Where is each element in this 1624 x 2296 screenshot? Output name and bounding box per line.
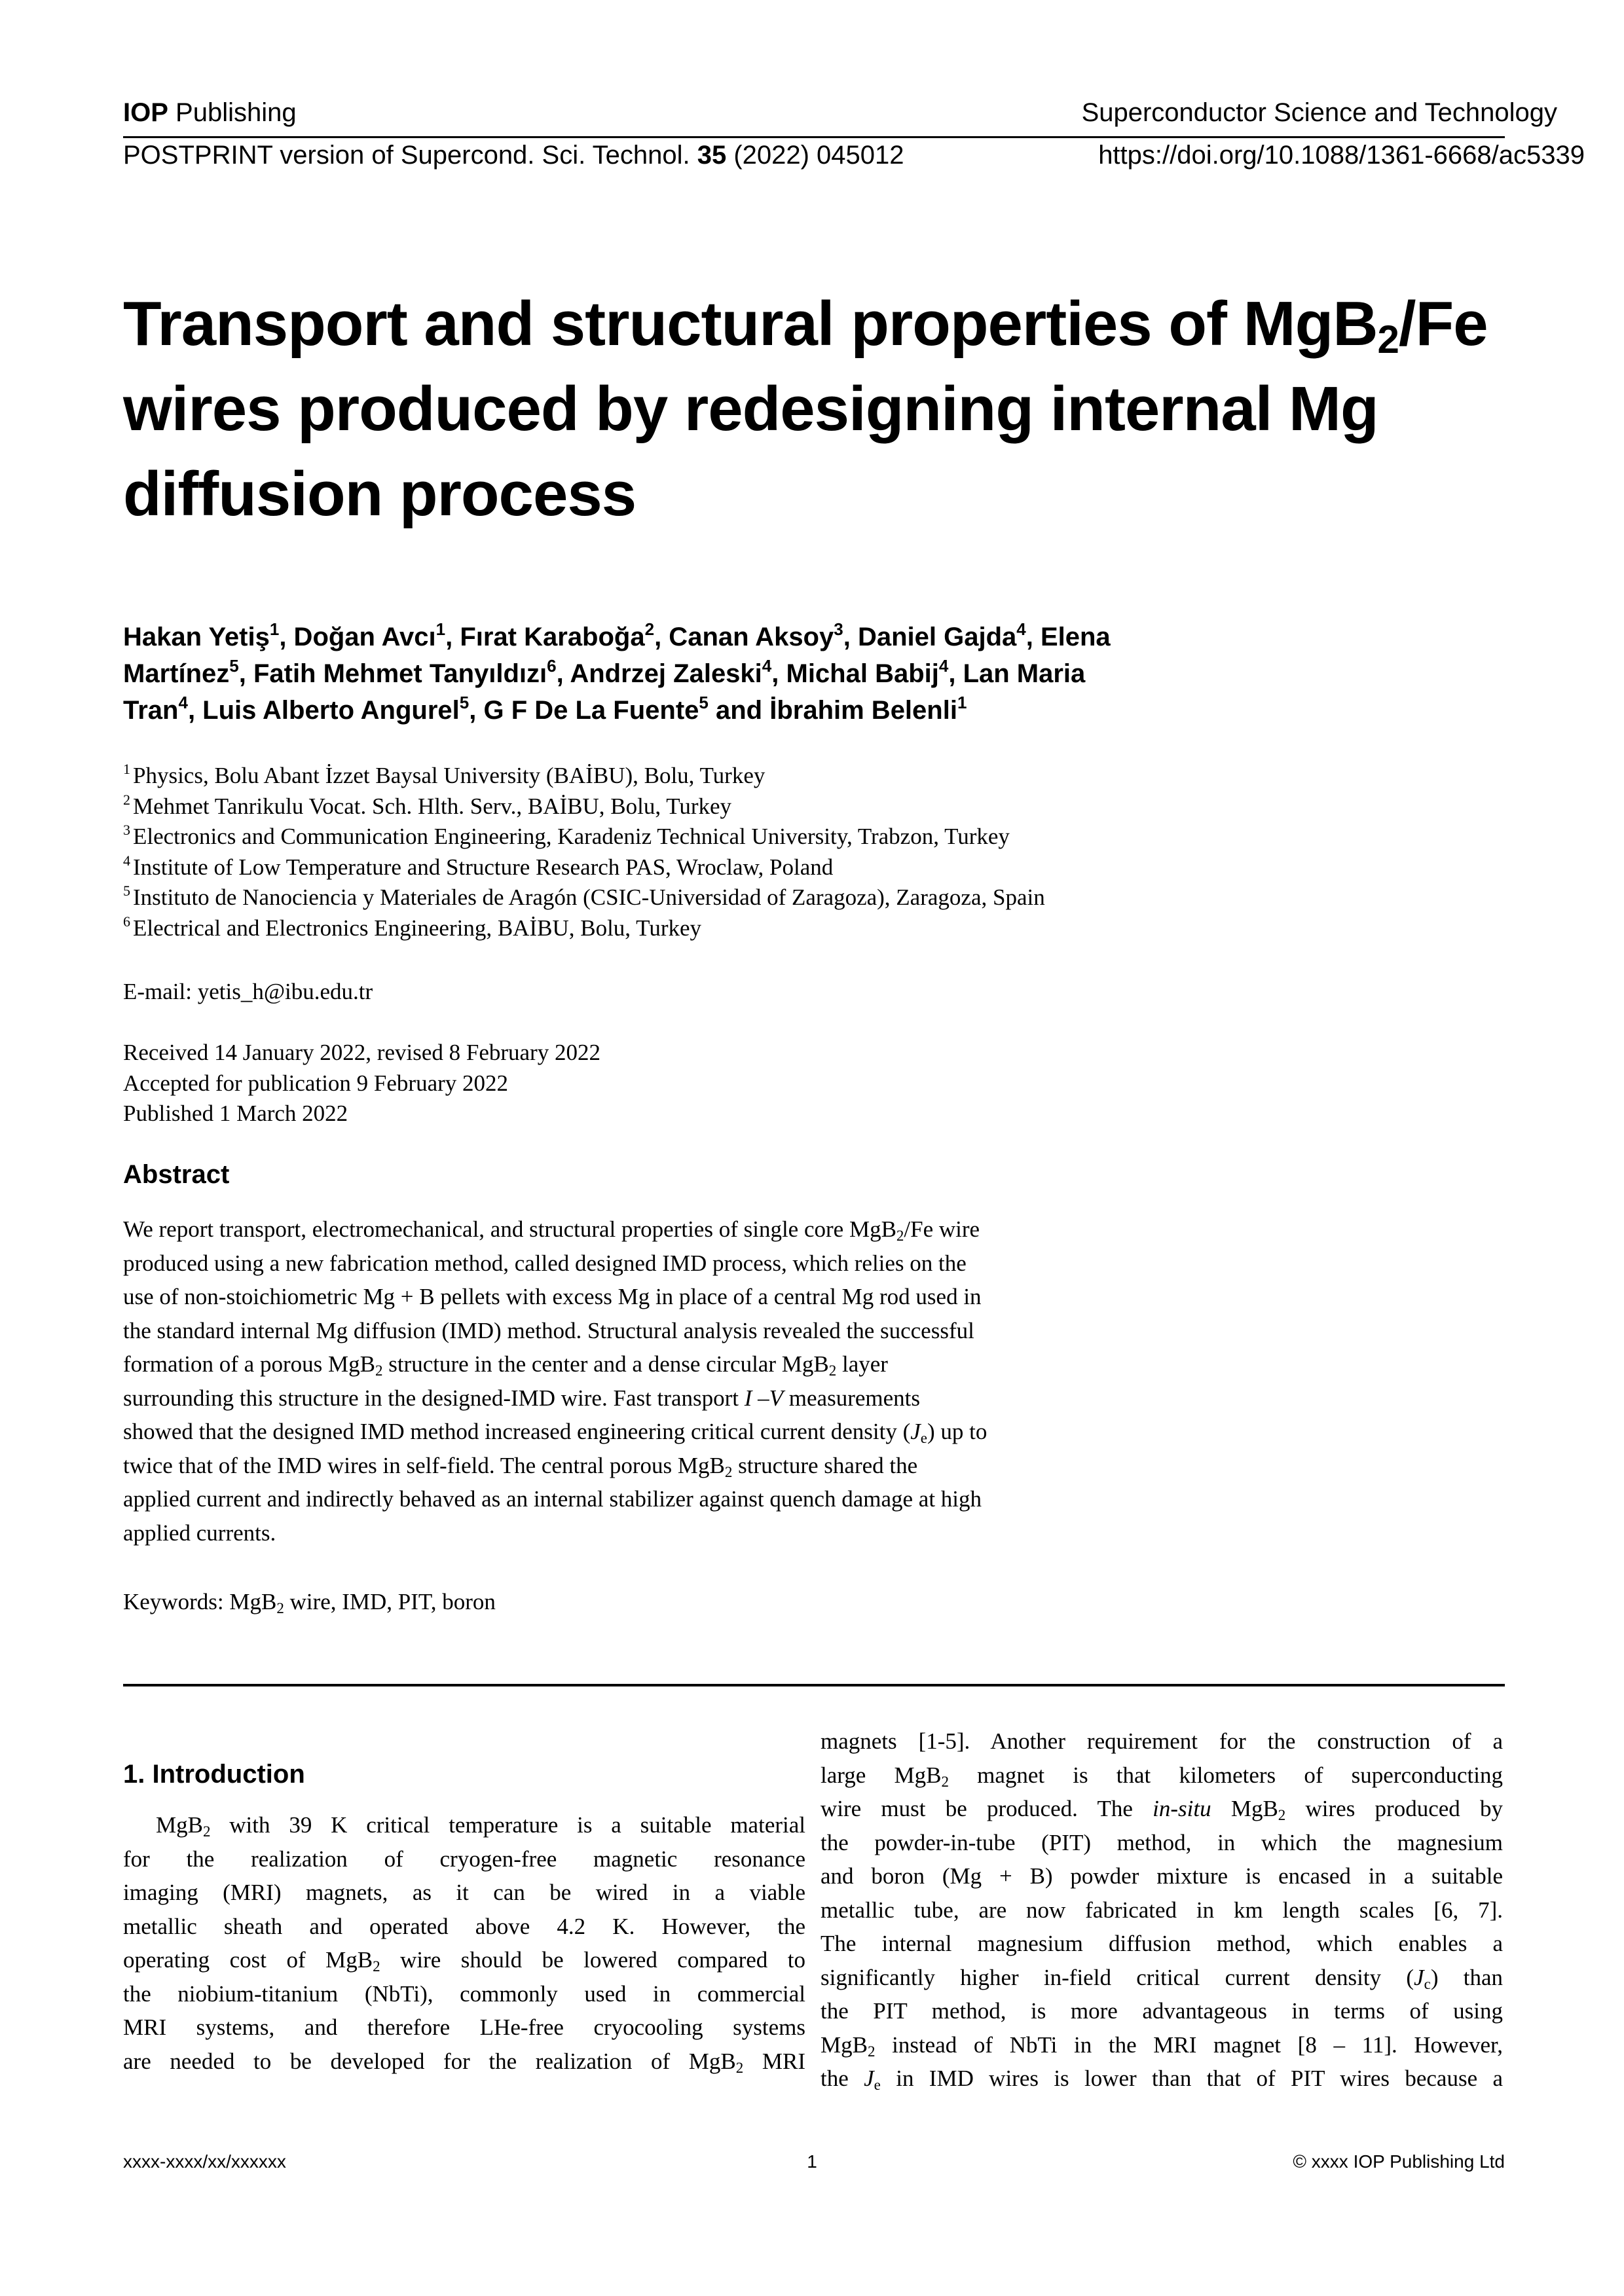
author-name: , Canan Aksoy <box>654 623 834 651</box>
affiliation-mark: 4 <box>938 656 949 676</box>
publisher-bold: IOP <box>123 98 168 127</box>
abstract-line <box>123 1347 1171 1381</box>
volume: 35 <box>697 141 727 170</box>
title-text: Transport and structural properties of MgB <box>123 289 1378 359</box>
corresponding-email[interactable]: E-mail: yetis_h@ibu.edu.tr <box>123 979 373 1004</box>
paragraph-line: MRI systems, and therefore LHe-free cryocooling systems <box>123 2014 805 2040</box>
text: showed that the designed IMD method increased engineering critical current density ( <box>123 1419 911 1444</box>
author-name: , Fatih Mehmet Tanyıldızı <box>238 659 547 688</box>
paragraph-line <box>821 1961 1503 1995</box>
affiliation-item <box>123 852 1236 883</box>
affiliation-mark: 3 <box>834 619 843 639</box>
postprint-citation <box>123 139 904 171</box>
paragraph-line <box>821 1792 1503 1826</box>
paragraph-line: metallic tube, are now fabricated in km length scales [6, 7]. <box>821 1897 1503 1923</box>
author-list <box>123 619 1171 729</box>
affiliation-item <box>123 913 1236 944</box>
text: MgB <box>1211 1796 1278 1821</box>
text: with 39 K critical temperature is a suitable material <box>210 1812 805 1838</box>
paragraph-line <box>821 2028 1503 2062</box>
affiliation-number: 2 <box>123 791 130 808</box>
text: wire, IMD, PIT, boron <box>284 1589 496 1614</box>
text: layer <box>836 1351 888 1377</box>
subscript: 2 <box>896 1228 904 1244</box>
paragraph-line <box>821 2062 1503 2096</box>
subscript: 2 <box>735 2059 744 2076</box>
affiliation-number: 1 <box>123 761 130 777</box>
text: the <box>821 2066 864 2091</box>
subscript: 2 <box>202 1823 211 1840</box>
paragraph-line: metallic sheath and operated above 4.2 K. However, the <box>123 1913 805 1939</box>
paragraph-line <box>123 1943 805 1977</box>
author-name: Hakan Yetiş <box>123 623 270 651</box>
text: large MgB <box>821 1762 942 1788</box>
text: wire must be produced. The <box>821 1796 1153 1821</box>
postprint-prefix: POSTPRINT version of Supercond. Sci. Technol. <box>123 141 697 170</box>
subscript: 2 <box>867 2043 876 2060</box>
affiliation-text: Physics, Bolu Abant İzzet Baysal University (BAİBU), Bolu, Turkey <box>133 763 766 788</box>
title-line-1 <box>123 282 1498 367</box>
affiliation-text: Electrical and Electronics Engineering, BAİBU, Bolu, Turkey <box>133 915 702 941</box>
paragraph-line: the powder-in-tube (PIT) method, in which the magnesium <box>821 1829 1503 1855</box>
text: structure shared the <box>732 1452 918 1478</box>
affiliation-list <box>123 761 1236 943</box>
text: MgB <box>156 1812 203 1838</box>
abstract-body <box>123 1212 1171 1550</box>
affiliation-mark: 2 <box>644 619 655 639</box>
paragraph-line <box>123 1808 805 1842</box>
subscript: 2 <box>1278 1807 1286 1823</box>
text: operating cost of MgB <box>123 1947 373 1973</box>
affiliation-number: 6 <box>123 913 130 930</box>
affiliation-item <box>123 761 1236 792</box>
affiliation-mark: 1 <box>269 619 280 639</box>
text: are needed to be developed for the realization of MgB <box>123 2048 736 2074</box>
paper-title <box>123 282 1498 537</box>
text: Keywords: MgB <box>123 1589 277 1614</box>
paragraph-line: The internal magnesium diffusion method, which enables a <box>821 1931 1503 1956</box>
affiliation-item <box>123 822 1236 852</box>
author-name: , Fırat Karaboğa <box>445 623 645 651</box>
italic-symbol: I –V <box>744 1385 784 1411</box>
paragraph-line: imaging (MRI) magnets, as it can be wired in a viable <box>123 1880 805 1905</box>
affiliation-number: 5 <box>123 883 130 899</box>
author-name: , Doğan Avcı <box>279 623 436 651</box>
author-name: , Michal Babij <box>771 659 939 688</box>
author-name: , Lan Maria <box>948 659 1086 688</box>
footer-copyright: © xxxx IOP Publishing Ltd <box>1293 2151 1505 2172</box>
paragraph-line: the niobium-titanium (NbTi), commonly used in commercial <box>123 1980 805 2007</box>
abstract-line <box>123 1212 1171 1247</box>
title-text: /Fe <box>1398 289 1488 359</box>
text: MgB <box>821 2032 868 2058</box>
subscript: 2 <box>375 1362 383 1379</box>
subscript: 2 <box>724 1463 733 1480</box>
author-name: , Daniel Gajda <box>843 623 1017 651</box>
subscript: 2 <box>828 1362 837 1379</box>
author-name: , Elena <box>1025 623 1111 651</box>
text: wire should be lowered compared to <box>380 1947 805 1973</box>
subscript: 2 <box>941 1773 949 1790</box>
paragraph-line <box>123 2045 805 2079</box>
affiliation-mark: 1 <box>435 619 446 639</box>
author-line-1 <box>123 619 1171 655</box>
page-number: 1 <box>807 2151 817 2172</box>
affiliation-number: 4 <box>123 852 130 869</box>
affiliation-text: Electronics and Communication Engineering, Karadeniz Technical University, Trabzon, Turkey <box>133 824 1010 849</box>
affiliation-mark: 1 <box>957 693 967 712</box>
doi-link[interactable]: https://doi.org/10.1088/1361-6668/ac5339 <box>1098 141 1585 170</box>
header-rule <box>123 136 1505 138</box>
affiliation-mark: 5 <box>229 656 239 676</box>
abstract-line: the standard internal Mg diffusion (IMD) method. Structural analysis revealed the successful <box>123 1317 974 1343</box>
subscript: 2 <box>276 1600 284 1616</box>
italic-term: in-situ <box>1153 1796 1211 1821</box>
text: formation of a porous MgB <box>123 1351 375 1377</box>
abstract-heading: Abstract <box>123 1160 230 1189</box>
text: wires produced by <box>1285 1796 1503 1821</box>
affiliation-number: 3 <box>123 822 130 838</box>
author-name: , G F De La Fuente <box>469 696 699 725</box>
received-date: Received 14 January 2022, revised 8 February 2022 <box>123 1040 600 1065</box>
paragraph-line <box>821 1758 1503 1793</box>
title-line-2: wires produced by redesigning internal Mg <box>123 374 1378 444</box>
abstract-line <box>123 1449 1171 1483</box>
subscript: 2 <box>1377 318 1399 361</box>
text: MRI <box>743 2048 806 2074</box>
accepted-date: Accepted for publication 9 February 2022 <box>123 1070 509 1096</box>
text: significantly higher in-field critical current density ( <box>821 1964 1414 1990</box>
text: measurements <box>783 1385 920 1411</box>
affiliation-mark: 4 <box>762 656 772 676</box>
publication-dates <box>123 1038 600 1129</box>
affiliation-text: Mehmet Tanrikulu Vocat. Sch. Hlth. Serv., BAİBU, Bolu, Turkey <box>133 793 732 819</box>
author-name: Martínez <box>123 659 230 688</box>
italic-symbol: J <box>864 2066 874 2091</box>
title-line-3: diffusion process <box>123 459 637 529</box>
author-name: , Andrzej Zaleski <box>556 659 762 688</box>
author-line-2 <box>123 655 1171 692</box>
subscript: 2 <box>373 1958 380 1975</box>
abstract-line: use of non-stoichiometric Mg + B pellets with excess Mg in place of a central Mg rod used in <box>123 1284 982 1309</box>
paragraph-line: and boron (Mg + B) powder mixture is encased in a suitable <box>821 1863 1503 1889</box>
author-name: and İbrahim Belenli <box>708 696 957 725</box>
abstract-line: applied current and indirectly behaved as an internal stabilizer against quench damage at high <box>123 1486 982 1512</box>
affiliation-item <box>123 792 1236 822</box>
author-line-3 <box>123 692 1171 729</box>
text: ) than <box>1430 1964 1503 1990</box>
subscript: e <box>920 1430 928 1446</box>
publisher <box>123 97 297 128</box>
intro-left-column <box>123 1808 805 2078</box>
italic-symbol: J <box>910 1419 921 1444</box>
affiliation-mark: 4 <box>178 693 188 712</box>
text: in IMD wires is lower than that of PIT wires because a <box>880 2066 1503 2091</box>
text: twice that of the IMD wires in self-field. The central porous MgB <box>123 1452 725 1478</box>
affiliation-item <box>123 883 1236 913</box>
affiliation-text: Instituto de Nanociencia y Materiales de Aragón (CSIC-Universidad of Zaragoza), Zaragoza, Spain <box>133 884 1045 910</box>
abstract-line: applied currents. <box>123 1520 276 1546</box>
published-date: Published 1 March 2022 <box>123 1101 348 1126</box>
abstract-line <box>123 1415 1171 1449</box>
paragraph-line: for the realization of cryogen-free magnetic resonance <box>123 1846 805 1872</box>
text: We report transport, electromechanical, and structural properties of single core MgB <box>123 1216 896 1242</box>
subscript: e <box>874 2077 881 2093</box>
abstract-line: produced using a new fabrication method, called designed IMD process, which relies on the <box>123 1250 967 1276</box>
affiliation-text: Institute of Low Temperature and Structure Research PAS, Wroclaw, Poland <box>133 854 834 880</box>
affiliation-mark: 4 <box>1016 619 1026 639</box>
author-name: , Luis Alberto Angurel <box>187 696 460 725</box>
italic-symbol: J <box>1414 1964 1424 1990</box>
introduction-heading: 1. Introduction <box>123 1760 305 1789</box>
affiliation-mark: 5 <box>459 693 470 712</box>
footer-article-code: xxxx-xxxx/xx/xxxxxx <box>123 2151 286 2172</box>
section-separator <box>123 1684 1505 1686</box>
text: structure in the center and a dense circular MgB <box>382 1351 829 1377</box>
subscript: c <box>1424 1975 1431 1992</box>
year-article: (2022) 045012 <box>726 141 904 170</box>
text: ) up to <box>927 1419 987 1444</box>
journal-name: Superconductor Science and Technology <box>1081 98 1557 127</box>
publisher-rest: Publishing <box>168 98 297 127</box>
author-name: Tran <box>123 696 179 725</box>
affiliation-mark: 5 <box>699 693 709 712</box>
text: instead of NbTi in the MRI magnet [8 – 11]. However, <box>875 2032 1503 2058</box>
abstract-line <box>123 1381 1171 1415</box>
affiliation-mark: 6 <box>547 656 557 676</box>
paragraph-line: the PIT method, is more advantageous in terms of using <box>821 1998 1503 2024</box>
intro-right-column <box>821 1724 1503 2096</box>
keywords <box>123 1587 496 1617</box>
text: /Fe wire <box>904 1216 980 1242</box>
paragraph-line: magnets [1-5]. Another requirement for the construction of a <box>821 1728 1503 1754</box>
text: magnet is that kilometers of superconducting <box>948 1762 1503 1788</box>
text: surrounding this structure in the designed-IMD wire. Fast transport <box>123 1385 745 1411</box>
